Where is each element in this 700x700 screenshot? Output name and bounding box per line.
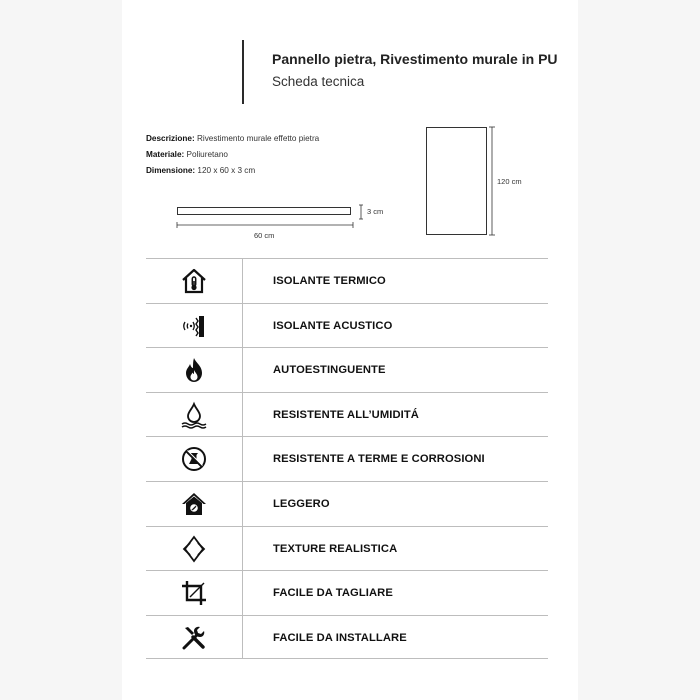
feature-label: LEGGERO xyxy=(273,497,330,510)
feature-row-light xyxy=(146,481,548,526)
row-divider xyxy=(242,259,243,303)
page-title: Pannello pietra, Rivestimento murale in PU xyxy=(272,51,558,67)
spec-dimension-value: 120 x 60 x 3 cm xyxy=(197,166,256,175)
width-label: 60 cm xyxy=(254,231,275,240)
thickness-label: 3 cm xyxy=(367,207,384,216)
feature-row-cut xyxy=(146,570,548,615)
spec-dimension xyxy=(146,166,255,175)
water-drop-icon xyxy=(180,402,208,428)
features-table xyxy=(146,258,548,659)
row-divider xyxy=(242,304,243,348)
feature-label: TEXTURE REALISTICA xyxy=(273,542,398,555)
thermal-house-icon xyxy=(180,268,208,294)
row-divider xyxy=(242,482,243,526)
spec-dimension-key: Dimensione: xyxy=(146,166,196,175)
thickness-dimension-line xyxy=(356,204,366,220)
feature-label: RESISTENTE ALL’UMIDITÁ xyxy=(273,408,419,421)
texture-diamond-icon xyxy=(180,536,208,562)
panel-side-view xyxy=(177,207,351,215)
row-divider xyxy=(242,616,243,659)
height-dimension-line xyxy=(488,126,496,236)
row-divider xyxy=(242,437,243,481)
row-divider xyxy=(242,393,243,437)
spec-material-value: Poliuretano xyxy=(186,150,228,159)
feature-label: ISOLANTE ACUSTICO xyxy=(273,319,393,332)
spec-description xyxy=(146,134,319,143)
crop-cut-icon xyxy=(180,580,208,606)
feature-label: ISOLANTE TERMICO xyxy=(273,275,386,287)
panel-front-view xyxy=(426,127,487,235)
feature-row-fire xyxy=(146,347,548,392)
feature-label: AUTOESTINGUENTE xyxy=(273,364,386,377)
spec-material-key: Materiale: xyxy=(146,150,185,159)
page-subtitle: Scheda tecnica xyxy=(272,74,365,89)
no-corrosion-icon xyxy=(180,446,208,472)
tools-icon xyxy=(180,625,208,651)
spec-description-key: Descrizione: xyxy=(146,134,195,143)
title-divider xyxy=(242,40,244,104)
feature-label: FACILE DA INSTALLARE xyxy=(273,631,407,644)
light-house-icon xyxy=(180,491,208,517)
feature-label: FACILE DA TAGLIARE xyxy=(273,587,393,600)
feature-row-thermal xyxy=(146,258,548,303)
feature-row-install xyxy=(146,615,548,660)
row-divider xyxy=(242,348,243,392)
row-divider xyxy=(242,571,243,615)
acoustic-wall-icon xyxy=(180,313,208,339)
feature-row-texture xyxy=(146,526,548,571)
feature-row-humidity xyxy=(146,392,548,437)
row-divider xyxy=(242,527,243,571)
flame-icon xyxy=(180,357,208,383)
feature-row-acoustic xyxy=(146,303,548,348)
feature-row-corrosion xyxy=(146,436,548,481)
feature-label: RESISTENTE A TERME E CORROSIONI xyxy=(273,453,485,466)
spec-material xyxy=(146,150,228,159)
height-label: 120 cm xyxy=(497,177,522,186)
width-dimension-line xyxy=(176,221,354,229)
spec-description-value: Rivestimento murale effetto pietra xyxy=(196,134,320,143)
